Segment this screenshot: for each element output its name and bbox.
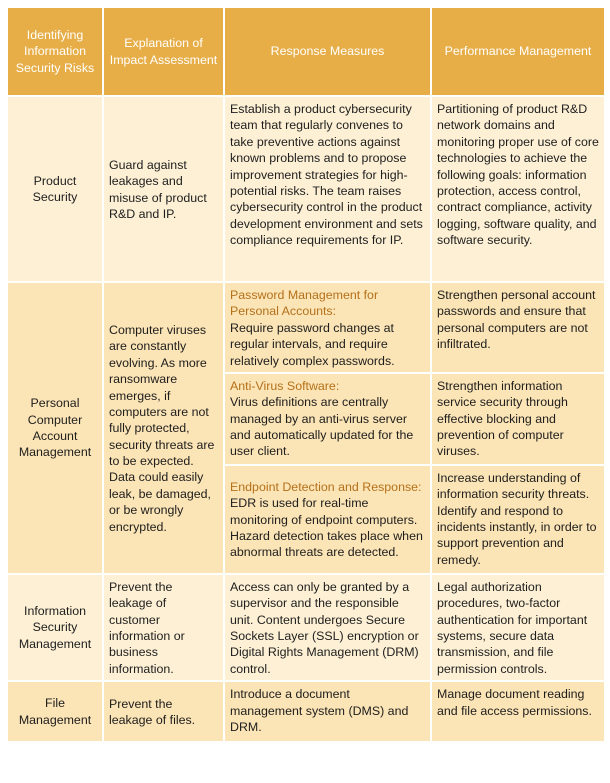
risk-cell: Product Security (7, 96, 103, 282)
performance-cell: Partitioning of product R&D network domains and monitoring proper use of core technologies to achieve the following goals: information protection, access control, contract compliance, activity logging, software quality, and software security. (431, 96, 605, 282)
performance-cell: Strengthen information service security through effective blocking and prevention of computer viruses. (431, 373, 605, 465)
table-row (7, 681, 605, 742)
impact-cell: Prevent the leakage of customer information or business information. (103, 574, 224, 681)
response-cell (224, 465, 431, 574)
impact-cell: Computer viruses are constantly evolving. As more ransomware emerges, if computers are not fully protected, security threats are to be expected. Data could easily leak, be damaged, or be wrongly encrypted. (103, 282, 224, 574)
risk-cell: File Management (7, 681, 103, 742)
performance-cell: Strengthen personal account passwords and ensure that personal computers are not infiltrated. (431, 282, 605, 373)
response-cell: Introduce a document management system (DMS) and DRM. (224, 681, 431, 742)
table-row (7, 282, 605, 373)
response-cell (224, 373, 431, 465)
performance-cell: Legal authorization procedures, two-factor authentication for important systems, secure data transmission, and file permission controls. (431, 574, 605, 681)
header-response: Response Measures (224, 7, 431, 96)
response-cell (224, 282, 431, 373)
measure-title: Anti-Virus Software: (230, 378, 340, 393)
risk-cell: Information Security Management (7, 574, 103, 681)
table-row (7, 96, 605, 282)
impact-cell: Prevent the leakage of files. (103, 681, 224, 742)
table-row (7, 574, 605, 681)
measure-body: Virus definitions are centrally managed by an anti-virus server and automatically updated for the user client. (230, 395, 414, 459)
header-impact: Explanation of Impact Assessment (103, 7, 224, 96)
measure-title: Password Management for Personal Accounts: (230, 288, 379, 319)
risk-table (6, 6, 606, 743)
measure-body: Require password changes at regular intervals, and require relatively complex passwords. (230, 320, 395, 368)
header-row (7, 7, 605, 96)
measure-body: EDR is used for real-time monitoring of endpoint computers. Hazard detection takes place when abnormal threats are detected. (230, 496, 423, 560)
performance-cell: Manage document reading and file access permissions. (431, 681, 605, 742)
header-risk: Identifying Information Security Risks (7, 7, 103, 96)
measure-title: Endpoint Detection and Response: (230, 479, 422, 494)
header-performance: Performance Management (431, 7, 605, 96)
risk-cell: Personal Computer Account Management (7, 282, 103, 574)
performance-cell: Increase understanding of information security threats. Identify and respond to incidents instantly, in order to support prevention and remedy. (431, 465, 605, 574)
response-cell: Establish a product cybersecurity team that regularly convenes to take preventive actions against known problems and to propose improvement strategies for high-potential risks. The team raises cybersecurity control in the product development environment and sets compliance requirements for IP. (224, 96, 431, 282)
response-cell: Access can only be granted by a supervisor and the responsible unit. Content undergoes Secure Sockets Layer (SSL) encryption or Digital Rights Management (DRM) control. (224, 574, 431, 681)
impact-cell: Guard against leakages and misuse of product R&D and IP. (103, 96, 224, 282)
